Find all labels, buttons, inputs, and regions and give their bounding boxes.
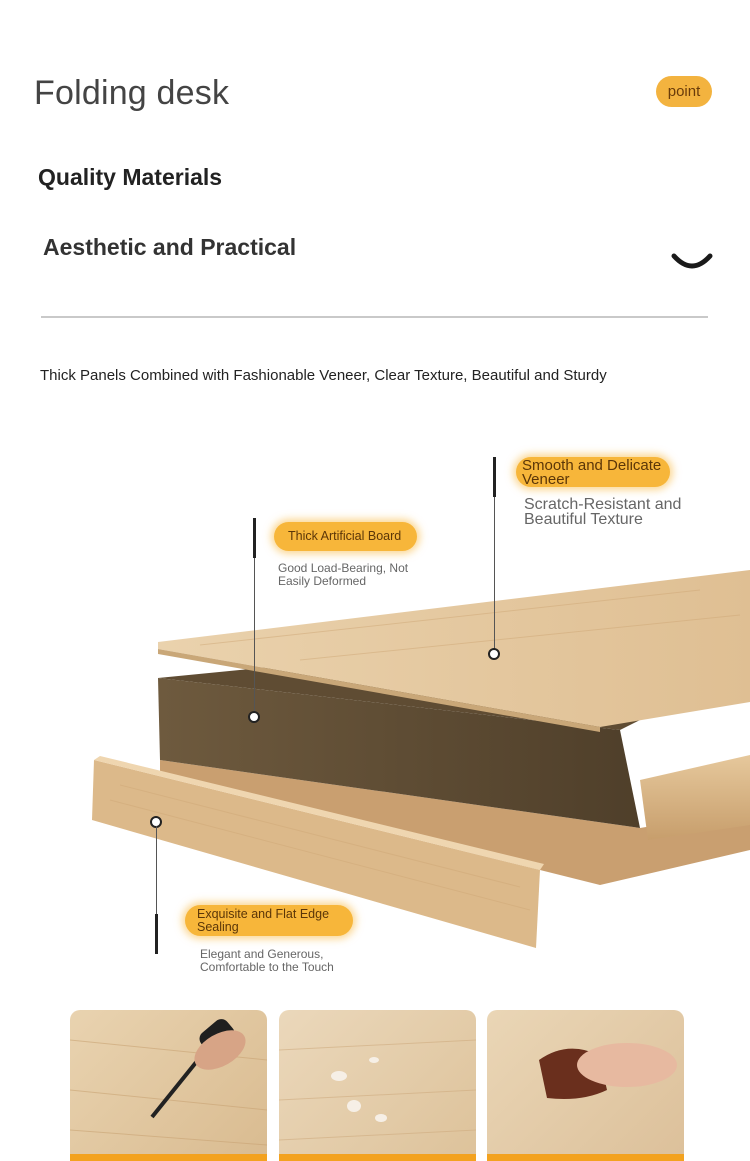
cloth-wipe-image [487, 1010, 684, 1161]
board-label: Thick Artificial Board [274, 522, 417, 551]
board-callout-marker [253, 518, 256, 558]
heading-quality-materials: Quality Materials [38, 164, 223, 190]
thumbnail-bar [487, 1154, 684, 1161]
right-edge-strip [640, 755, 750, 840]
veneer-callout-line [494, 497, 495, 651]
page-title: Folding desk [34, 74, 230, 112]
edge-description: Elegant and Generous, Comfortable to the Touch [200, 947, 334, 974]
smile-curve-icon [670, 248, 714, 272]
veneer-description: Scratch-Resistant and Beautiful Texture [524, 496, 682, 528]
heading-aesthetic-practical: Aesthetic and Practical [43, 234, 297, 260]
veneer-label: Smooth and Delicate Veneer [516, 457, 670, 487]
veneer-callout-marker [493, 457, 496, 497]
subtitle: Thick Panels Combined with Fashionable Veneer, Clear Texture, Beautiful and Sturdy [40, 367, 607, 384]
board-description: Good Load-Bearing, Not Easily Deformed [278, 561, 409, 588]
scratch-test-image [70, 1010, 267, 1161]
divider [41, 316, 708, 318]
point-badge: point [656, 76, 712, 107]
board-callout-line [254, 558, 255, 713]
thumbnail-bar [70, 1154, 267, 1161]
water-droplets-image [279, 1010, 476, 1161]
board-callout-dot [248, 711, 260, 723]
thumbnail-bar [279, 1154, 476, 1161]
veneer-callout-dot [488, 648, 500, 660]
edge-label: Exquisite and Flat Edge Sealing [185, 905, 353, 936]
thumbnail-wipe-test [487, 1010, 684, 1161]
edge-callout-marker [155, 914, 158, 954]
thumbnail-water-test [279, 1010, 476, 1161]
thumbnail-scratch-test [70, 1010, 267, 1161]
edge-callout-line [156, 826, 157, 914]
